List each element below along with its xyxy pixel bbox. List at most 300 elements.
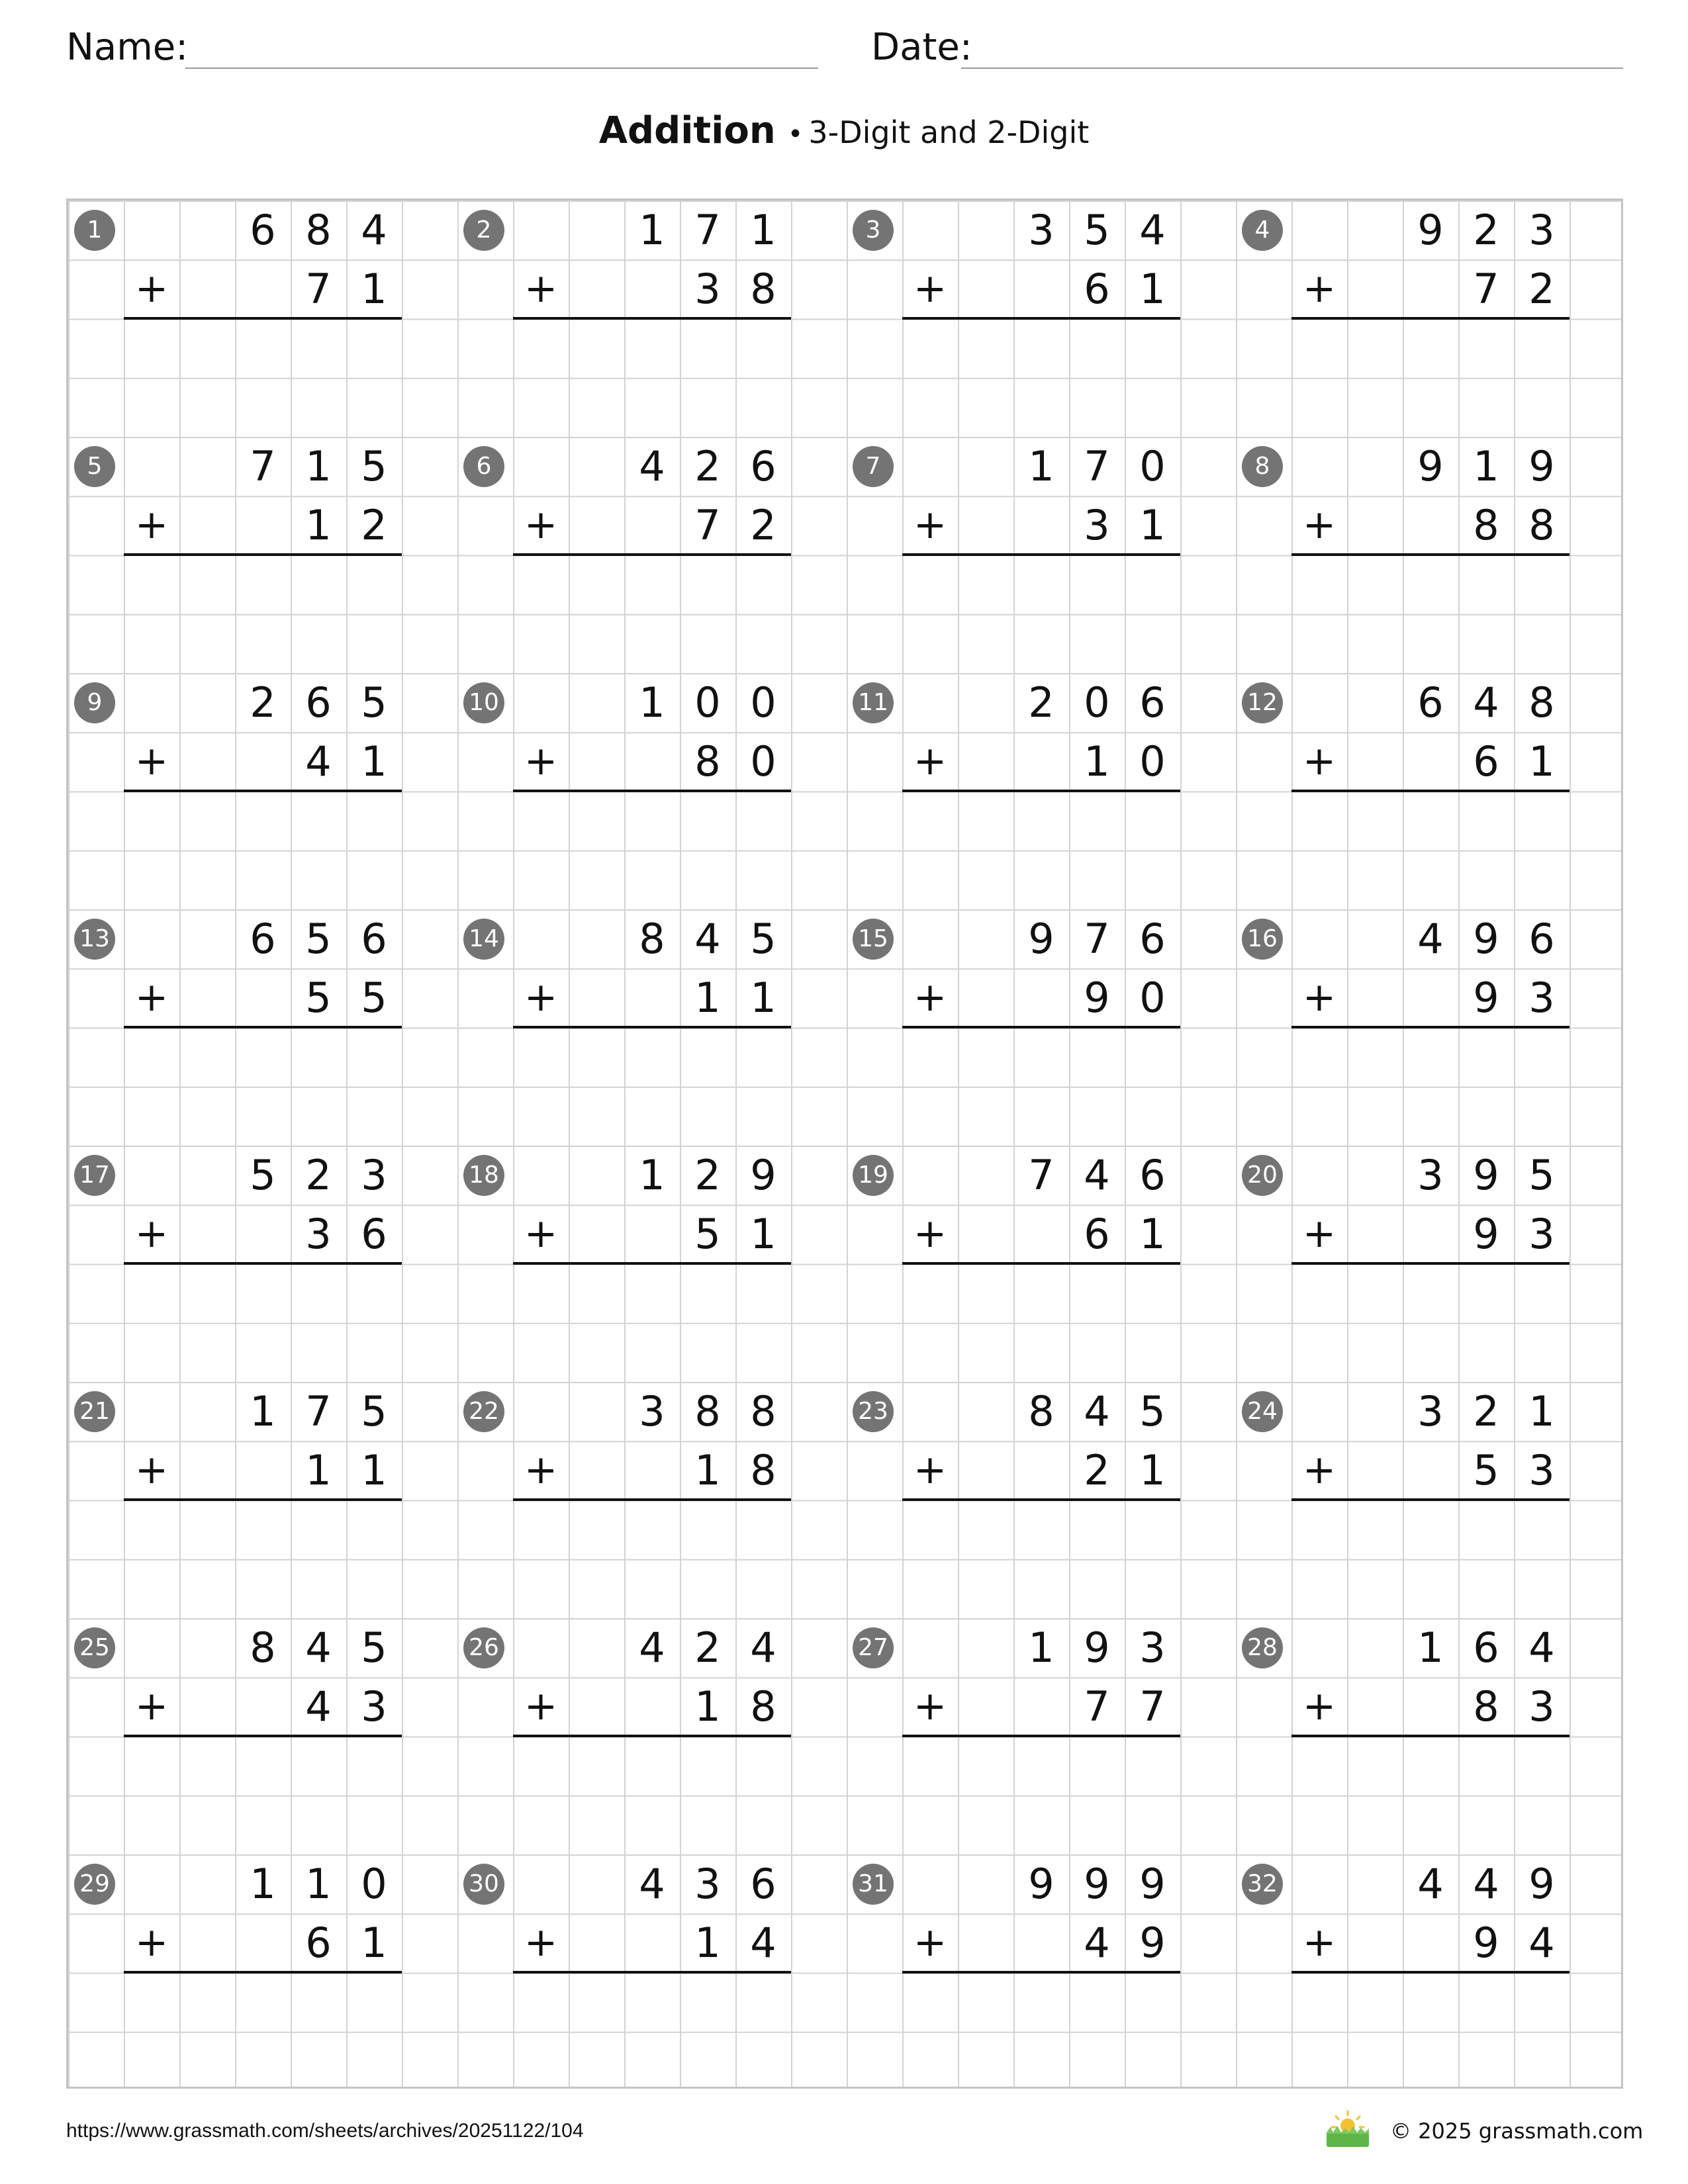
- problem-number-badge: 13: [74, 919, 115, 960]
- answer-area[interactable]: [902, 1737, 1180, 1850]
- problem-3: [847, 201, 1236, 437]
- answer-area[interactable]: [902, 1265, 1180, 1377]
- top-digit: 7: [250, 442, 276, 490]
- top-digit: 6: [305, 678, 332, 727]
- problem-9: [68, 673, 457, 909]
- bottom-digit: 1: [305, 501, 332, 549]
- bottom-digit: 1: [361, 1446, 387, 1494]
- top-digit: 0: [750, 678, 776, 727]
- problem-6: [457, 437, 847, 673]
- problem-number-badge: 27: [853, 1627, 894, 1668]
- bottom-digit: 0: [1139, 737, 1166, 786]
- plus-sign: +: [134, 265, 169, 312]
- top-digit: 4: [639, 1623, 665, 1672]
- top-digit: 4: [1528, 1623, 1555, 1672]
- answer-area[interactable]: [902, 320, 1180, 432]
- bottom-digit: 5: [694, 1210, 721, 1258]
- problem-number-badge: 11: [853, 682, 894, 723]
- bottom-digit: 8: [750, 265, 776, 313]
- top-digit: 7: [694, 206, 721, 254]
- top-digit: 2: [694, 1623, 721, 1672]
- top-digit: 8: [750, 1387, 776, 1435]
- top-digit: 0: [361, 1860, 387, 1908]
- problem-grid: [66, 199, 1623, 2089]
- top-digit: 0: [1084, 678, 1110, 727]
- top-digit: 8: [1028, 1387, 1055, 1435]
- top-digit: 4: [1473, 1860, 1499, 1908]
- problem-15: [847, 909, 1236, 1146]
- answer-area[interactable]: [902, 1974, 1180, 2086]
- problem-number-badge: 15: [853, 919, 894, 960]
- grass-sun-logo-icon: [1324, 2109, 1372, 2148]
- worksheet-title: [0, 105, 1688, 166]
- footer-copyright: © 2025 grassmath.com: [1390, 2118, 1644, 2144]
- top-digit: 1: [639, 1151, 665, 1199]
- answer-area[interactable]: [1291, 1501, 1570, 1614]
- plus-sign: +: [1302, 265, 1336, 312]
- problem-21: [68, 1382, 457, 1618]
- top-digit: 6: [750, 442, 776, 490]
- top-digit: 3: [639, 1387, 665, 1435]
- plus-sign: +: [1302, 1210, 1336, 1257]
- top-digit: 4: [361, 206, 387, 254]
- problem-number-badge: 16: [1242, 919, 1283, 960]
- top-digit: 6: [1139, 1151, 1166, 1199]
- top-digit: 4: [1084, 1151, 1110, 1199]
- top-digit: 3: [694, 1860, 721, 1908]
- top-digit: 8: [694, 1387, 721, 1435]
- top-digit: 4: [694, 915, 721, 963]
- plus-sign: +: [524, 1210, 558, 1257]
- answer-area[interactable]: [124, 1501, 402, 1614]
- top-digit: 6: [250, 206, 276, 254]
- top-digit: 5: [750, 915, 776, 963]
- bottom-digit: 8: [1528, 501, 1555, 549]
- bottom-digit: 1: [1528, 737, 1555, 786]
- plus-sign: +: [913, 502, 947, 548]
- problem-11: [847, 673, 1236, 909]
- problem-number-badge: 3: [853, 210, 894, 251]
- problem-24: [1236, 1382, 1625, 1618]
- problem-29: [68, 1854, 457, 2091]
- plus-sign: +: [1302, 1919, 1336, 1966]
- plus-sign: +: [134, 738, 169, 784]
- top-digit: 3: [1417, 1151, 1444, 1199]
- top-digit: 4: [305, 1623, 332, 1672]
- top-digit: 9: [1084, 1860, 1110, 1908]
- name-field-line[interactable]: [185, 68, 818, 69]
- bottom-digit: 7: [694, 501, 721, 549]
- problem-number-badge: 26: [463, 1627, 504, 1668]
- problem-12: [1236, 673, 1625, 909]
- problem-number-badge: 17: [74, 1155, 115, 1196]
- bottom-digit: 1: [1139, 1446, 1166, 1494]
- top-digit: 1: [1028, 1623, 1055, 1672]
- bottom-digit: 8: [694, 737, 721, 786]
- bottom-digit: 9: [1139, 1919, 1166, 1967]
- top-digit: 7: [1084, 915, 1110, 963]
- problem-1: [68, 201, 457, 437]
- bottom-digit: 8: [1473, 501, 1499, 549]
- bottom-digit: 4: [1528, 1919, 1555, 1967]
- problem-number-badge: 22: [463, 1391, 504, 1432]
- answer-area[interactable]: [1291, 792, 1570, 905]
- top-digit: 9: [1028, 915, 1055, 963]
- top-digit: 2: [305, 1151, 332, 1199]
- problem-number-badge: 21: [74, 1391, 115, 1432]
- problem-20: [1236, 1146, 1625, 1382]
- problem-19: [847, 1146, 1236, 1382]
- top-digit: 7: [305, 1387, 332, 1435]
- date-field-line[interactable]: [961, 68, 1623, 69]
- problem-number-badge: 20: [1242, 1155, 1283, 1196]
- answer-area[interactable]: [513, 1501, 791, 1614]
- plus-sign: +: [1302, 974, 1336, 1021]
- bottom-digit: 1: [1139, 1210, 1166, 1258]
- bottom-digit: 2: [1084, 1446, 1110, 1494]
- bottom-digit: 7: [1084, 1682, 1110, 1731]
- top-digit: 1: [639, 678, 665, 727]
- top-digit: 9: [1084, 1623, 1110, 1672]
- problem-number-badge: 32: [1242, 1864, 1283, 1905]
- top-digit: 5: [305, 915, 332, 963]
- top-digit: 5: [1084, 206, 1110, 254]
- plus-sign: +: [1302, 738, 1336, 784]
- top-digit: 0: [1139, 442, 1166, 490]
- bottom-digit: 5: [305, 974, 332, 1022]
- bottom-digit: 1: [1084, 737, 1110, 786]
- top-digit: 1: [750, 206, 776, 254]
- bottom-digit: 1: [750, 1210, 776, 1258]
- top-digit: 9: [1028, 1860, 1055, 1908]
- top-digit: 4: [1473, 678, 1499, 727]
- bottom-digit: 1: [361, 265, 387, 313]
- answer-area[interactable]: [124, 1028, 402, 1141]
- name-label: Name:: [66, 26, 189, 69]
- problem-number-badge: 12: [1242, 682, 1283, 723]
- top-digit: 9: [1139, 1860, 1166, 1908]
- plus-sign: +: [1302, 1683, 1336, 1729]
- footer-url[interactable]: https://www.grassmath.com/sheets/archives/20251122/104: [66, 2120, 584, 2142]
- plus-sign: +: [524, 1447, 558, 1493]
- top-digit: 6: [361, 915, 387, 963]
- top-digit: 5: [1139, 1387, 1166, 1435]
- top-digit: 4: [1417, 915, 1444, 963]
- problem-number-badge: 14: [463, 919, 504, 960]
- top-digit: 1: [250, 1860, 276, 1908]
- bottom-digit: 6: [1084, 265, 1110, 313]
- top-digit: 0: [694, 678, 721, 727]
- bottom-digit: 1: [1139, 265, 1166, 313]
- bottom-digit: 7: [1473, 265, 1499, 313]
- top-digit: 2: [1473, 1387, 1499, 1435]
- bottom-digit: 1: [361, 737, 387, 786]
- bottom-digit: 9: [1473, 974, 1499, 1022]
- plus-sign: +: [1302, 1447, 1336, 1493]
- bottom-digit: 3: [305, 1210, 332, 1258]
- problem-17: [68, 1146, 457, 1382]
- top-digit: 4: [639, 1860, 665, 1908]
- top-digit: 2: [694, 442, 721, 490]
- top-digit: 3: [1417, 1387, 1444, 1435]
- answer-area[interactable]: [513, 1737, 791, 1850]
- top-digit: 9: [1473, 915, 1499, 963]
- answer-area[interactable]: [513, 320, 791, 432]
- answer-area[interactable]: [513, 556, 791, 668]
- plus-sign: +: [913, 265, 947, 312]
- problem-number-badge: 6: [463, 446, 504, 487]
- bottom-digit: 8: [750, 1446, 776, 1494]
- bottom-digit: 3: [1084, 501, 1110, 549]
- problem-28: [1236, 1618, 1625, 1854]
- plus-sign: +: [524, 502, 558, 548]
- answer-area[interactable]: [513, 792, 791, 905]
- top-digit: 2: [250, 678, 276, 727]
- top-digit: 8: [639, 915, 665, 963]
- top-digit: 9: [1417, 206, 1444, 254]
- bottom-digit: 2: [1528, 265, 1555, 313]
- plus-sign: +: [913, 738, 947, 784]
- problem-13: [68, 909, 457, 1146]
- problem-number-badge: 4: [1242, 210, 1283, 251]
- answer-area[interactable]: [902, 1028, 1180, 1141]
- answer-area[interactable]: [513, 1974, 791, 2086]
- problem-32: [1236, 1854, 1625, 2091]
- problem-number-badge: 8: [1242, 446, 1283, 487]
- answer-area[interactable]: [1291, 1265, 1570, 1377]
- top-digit: 5: [361, 1387, 387, 1435]
- bottom-digit: 3: [1528, 1446, 1555, 1494]
- bottom-digit: 2: [750, 501, 776, 549]
- problem-number-badge: 5: [74, 446, 115, 487]
- top-digit: 6: [1528, 915, 1555, 963]
- problem-number-badge: 18: [463, 1155, 504, 1196]
- top-digit: 4: [639, 442, 665, 490]
- plus-sign: +: [134, 974, 169, 1021]
- plus-sign: +: [524, 974, 558, 1021]
- bottom-digit: 4: [1084, 1919, 1110, 1967]
- answer-area[interactable]: [1291, 1737, 1570, 1850]
- bottom-digit: 5: [1473, 1446, 1499, 1494]
- answer-area[interactable]: [124, 1265, 402, 1377]
- bottom-digit: 7: [1139, 1682, 1166, 1731]
- bottom-digit: 3: [1528, 1210, 1555, 1258]
- top-digit: 8: [305, 206, 332, 254]
- bottom-digit: 4: [305, 1682, 332, 1731]
- grass-strip: [1327, 2132, 1369, 2147]
- answer-area[interactable]: [1291, 556, 1570, 668]
- plus-sign: +: [524, 265, 558, 312]
- plus-sign: +: [1302, 502, 1336, 548]
- problem-27: [847, 1618, 1236, 1854]
- top-digit: 5: [1528, 1151, 1555, 1199]
- top-digit: 9: [1528, 442, 1555, 490]
- bottom-digit: 0: [750, 737, 776, 786]
- top-digit: 1: [1028, 442, 1055, 490]
- answer-area[interactable]: [124, 792, 402, 905]
- top-digit: 4: [1139, 206, 1166, 254]
- bottom-digit: 1: [694, 1919, 721, 1967]
- answer-area[interactable]: [1291, 1028, 1570, 1141]
- plus-sign: +: [134, 1919, 169, 1966]
- bottom-digit: 8: [750, 1682, 776, 1731]
- plus-sign: +: [524, 1919, 558, 1966]
- bottom-digit: 6: [361, 1210, 387, 1258]
- problem-number-badge: 31: [853, 1864, 894, 1905]
- bottom-digit: 7: [305, 265, 332, 313]
- problem-7: [847, 437, 1236, 673]
- top-digit: 3: [1528, 206, 1555, 254]
- top-digit: 5: [361, 1623, 387, 1672]
- bottom-digit: 3: [694, 265, 721, 313]
- answer-area[interactable]: [1291, 1974, 1570, 2086]
- problem-14: [457, 909, 847, 1146]
- bottom-digit: 9: [1473, 1919, 1499, 1967]
- answer-area[interactable]: [124, 1737, 402, 1850]
- problem-18: [457, 1146, 847, 1382]
- top-digit: 2: [694, 1151, 721, 1199]
- problem-number-badge: 28: [1242, 1627, 1283, 1668]
- top-digit: 7: [1084, 442, 1110, 490]
- top-digit: 6: [1139, 678, 1166, 727]
- top-digit: 3: [361, 1151, 387, 1199]
- top-digit: 1: [1417, 1623, 1444, 1672]
- problem-4: [1236, 201, 1625, 437]
- top-digit: 2: [1028, 678, 1055, 727]
- title-separator: •: [787, 119, 804, 150]
- plus-sign: +: [134, 1210, 169, 1257]
- problem-8: [1236, 437, 1625, 673]
- plus-sign: +: [524, 738, 558, 784]
- problem-number-badge: 23: [853, 1391, 894, 1432]
- bottom-digit: 1: [305, 1446, 332, 1494]
- bottom-digit: 1: [694, 1682, 721, 1731]
- top-digit: 9: [1473, 1151, 1499, 1199]
- bottom-digit: 2: [361, 501, 387, 549]
- problem-5: [68, 437, 457, 673]
- top-digit: 1: [1528, 1387, 1555, 1435]
- top-digit: 5: [250, 1151, 276, 1199]
- answer-area[interactable]: [124, 556, 402, 668]
- problem-number-badge: 25: [74, 1627, 115, 1668]
- title-subtitle: 3-Digit and 2-Digit: [808, 114, 1090, 150]
- bottom-digit: 9: [1084, 974, 1110, 1022]
- top-digit: 6: [750, 1860, 776, 1908]
- plus-sign: +: [913, 1447, 947, 1493]
- bottom-digit: 1: [361, 1919, 387, 1967]
- bottom-digit: 0: [1139, 974, 1166, 1022]
- problem-number-badge: 10: [463, 682, 504, 723]
- bottom-digit: 6: [1473, 737, 1499, 786]
- plus-sign: +: [134, 502, 169, 548]
- top-digit: 3: [1139, 1623, 1166, 1672]
- answer-area[interactable]: [513, 1265, 791, 1377]
- bottom-digit: 1: [750, 974, 776, 1022]
- problem-31: [847, 1854, 1236, 2091]
- problem-number-badge: 7: [853, 446, 894, 487]
- bottom-digit: 6: [1084, 1210, 1110, 1258]
- problem-2: [457, 201, 847, 437]
- problem-22: [457, 1382, 847, 1618]
- top-digit: 6: [1417, 678, 1444, 727]
- top-digit: 9: [750, 1151, 776, 1199]
- date-label: Date:: [871, 26, 972, 69]
- plus-sign: +: [913, 1919, 947, 1966]
- top-digit: 7: [1028, 1151, 1055, 1199]
- problem-number-badge: 29: [74, 1864, 115, 1905]
- top-digit: 8: [250, 1623, 276, 1672]
- problem-number-badge: 1: [74, 210, 115, 251]
- top-digit: 1: [250, 1387, 276, 1435]
- bottom-digit: 3: [361, 1682, 387, 1731]
- top-digit: 8: [1528, 678, 1555, 727]
- plus-sign: +: [913, 1683, 947, 1729]
- problem-number-badge: 24: [1242, 1391, 1283, 1432]
- top-digit: 4: [1084, 1387, 1110, 1435]
- top-digit: 6: [1473, 1623, 1499, 1672]
- plus-sign: +: [913, 1210, 947, 1257]
- bottom-digit: 3: [1528, 1682, 1555, 1731]
- bottom-digit: 4: [750, 1919, 776, 1967]
- problem-number-badge: 9: [74, 682, 115, 723]
- bottom-digit: 4: [305, 737, 332, 786]
- top-digit: 5: [361, 678, 387, 727]
- plus-sign: +: [524, 1683, 558, 1729]
- top-digit: 3: [1028, 206, 1055, 254]
- top-digit: 1: [305, 1860, 332, 1908]
- bottom-digit: 1: [694, 974, 721, 1022]
- top-digit: 1: [305, 442, 332, 490]
- top-digit: 5: [361, 442, 387, 490]
- answer-area[interactable]: [902, 556, 1180, 668]
- bottom-digit: 1: [1139, 501, 1166, 549]
- title-main: Addition: [598, 109, 776, 152]
- bottom-digit: 5: [361, 974, 387, 1022]
- plus-sign: +: [134, 1447, 169, 1493]
- problem-number-badge: 2: [463, 210, 504, 251]
- answer-area[interactable]: [1291, 320, 1570, 432]
- answer-area[interactable]: [124, 320, 402, 432]
- top-digit: 1: [639, 206, 665, 254]
- top-digit: 9: [1528, 1860, 1555, 1908]
- bottom-digit: 3: [1528, 974, 1555, 1022]
- bottom-digit: 9: [1473, 1210, 1499, 1258]
- top-digit: 6: [250, 915, 276, 963]
- problem-30: [457, 1854, 847, 2091]
- problem-number-badge: 30: [463, 1864, 504, 1905]
- answer-area[interactable]: [902, 792, 1180, 905]
- top-digit: 1: [1473, 442, 1499, 490]
- top-digit: 9: [1417, 442, 1444, 490]
- answer-area[interactable]: [513, 1028, 791, 1141]
- top-digit: 2: [1473, 206, 1499, 254]
- bottom-digit: 6: [305, 1919, 332, 1967]
- bottom-digit: 1: [694, 1446, 721, 1494]
- problem-16: [1236, 909, 1625, 1146]
- problem-10: [457, 673, 847, 909]
- answer-area[interactable]: [902, 1501, 1180, 1614]
- problem-26: [457, 1618, 847, 1854]
- bottom-digit: 8: [1473, 1682, 1499, 1731]
- top-digit: 6: [1139, 915, 1166, 963]
- problem-25: [68, 1618, 457, 1854]
- problem-23: [847, 1382, 1236, 1618]
- top-digit: 4: [1417, 1860, 1444, 1908]
- answer-area[interactable]: [124, 1974, 402, 2086]
- plus-sign: +: [134, 1683, 169, 1729]
- problem-number-badge: 19: [853, 1155, 894, 1196]
- plus-sign: +: [913, 974, 947, 1021]
